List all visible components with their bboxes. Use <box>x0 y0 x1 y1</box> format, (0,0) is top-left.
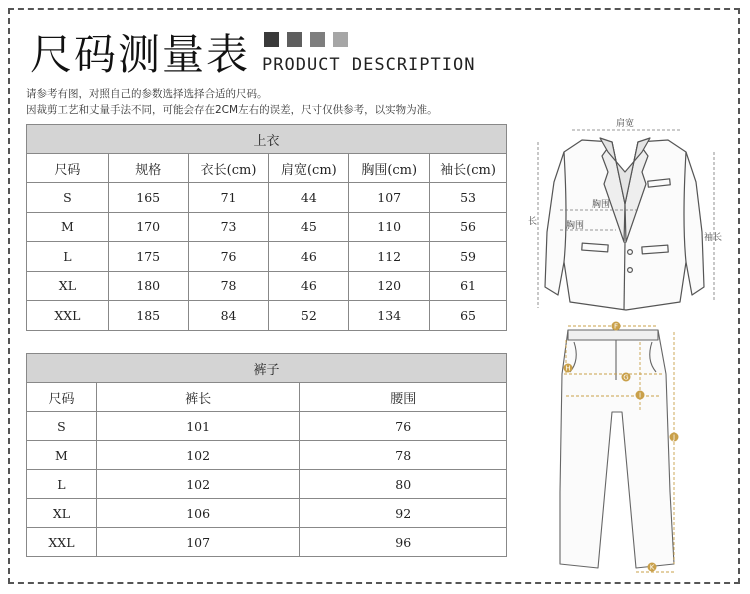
square-3 <box>310 32 325 47</box>
pants-cell: 96 <box>300 528 507 557</box>
square-1 <box>264 32 279 47</box>
jacket-cell: 56 <box>430 212 507 242</box>
pants-size-table <box>26 353 507 557</box>
garment-diagram <box>520 112 738 577</box>
pants-illustration <box>560 330 674 568</box>
jacket-cell: 76 <box>188 242 269 272</box>
table-row <box>27 499 507 528</box>
marker-k: K <box>649 563 655 572</box>
jacket-pocket-left <box>582 243 608 252</box>
jacket-cell: 46 <box>269 242 349 272</box>
pants-header-cell: 裤长 <box>96 383 300 412</box>
jacket-cell: 110 <box>349 212 430 242</box>
title-squares <box>264 32 348 47</box>
pants-cell: XL <box>27 499 97 528</box>
label-shoulder-width: 肩宽 <box>616 119 635 129</box>
jacket-header-cell: 尺码 <box>27 154 109 183</box>
marker-i: I <box>638 391 642 400</box>
jacket-cell: 134 <box>349 301 430 331</box>
pants-cell: 106 <box>96 499 300 528</box>
table-row <box>27 441 507 470</box>
jacket-header-cell: 衣长(cm) <box>188 154 269 183</box>
pants-cell: XXL <box>27 528 97 557</box>
jacket-cell: 46 <box>269 271 349 301</box>
pants-body <box>560 330 674 568</box>
jacket-cell: M <box>27 212 109 242</box>
jacket-cell: S <box>27 183 109 213</box>
table-row <box>27 470 507 499</box>
jacket-cell: 65 <box>430 301 507 331</box>
jacket-cell: XXL <box>27 301 109 331</box>
jacket-header-cell: 胸围(cm) <box>349 154 430 183</box>
table-row <box>27 412 507 441</box>
square-4 <box>333 32 348 47</box>
jacket-size-table <box>26 124 507 331</box>
jacket-cell: 112 <box>349 242 430 272</box>
table-row <box>27 271 507 301</box>
jacket-header-cell: 肩宽(cm) <box>269 154 349 183</box>
label-bust: 胸围 <box>566 221 585 231</box>
page-subtitle: PRODUCT DESCRIPTION <box>262 55 476 75</box>
pants-cell: 107 <box>96 528 300 557</box>
jacket-cell: 53 <box>430 183 507 213</box>
table-row <box>27 242 507 272</box>
marker-f: F <box>613 322 619 331</box>
table-row <box>27 528 507 557</box>
table-row <box>27 301 507 331</box>
jacket-cell: 73 <box>188 212 269 242</box>
jacket-cell: 59 <box>430 242 507 272</box>
label-sleeve-length: 袖长 <box>704 233 723 243</box>
jacket-cell: 71 <box>188 183 269 213</box>
jacket-header-cell: 袖长(cm) <box>430 154 507 183</box>
jacket-cell: 84 <box>188 301 269 331</box>
jacket-cell: 120 <box>349 271 430 301</box>
jacket-header-cell: 规格 <box>108 154 188 183</box>
jacket-cell: 44 <box>269 183 349 213</box>
pants-cell: M <box>27 441 97 470</box>
marker-j: J <box>672 433 676 442</box>
label-chest: 胸围 <box>592 200 611 210</box>
table-row <box>27 183 507 213</box>
pants-header-cell: 尺码 <box>27 383 97 412</box>
marker-h: H <box>565 364 571 373</box>
page-title: 尺码测量表 <box>30 30 251 79</box>
jacket-cell: 180 <box>108 271 188 301</box>
pants-cell: L <box>27 470 97 499</box>
pants-header-cell: 腰围 <box>300 383 507 412</box>
pants-waistband <box>568 330 658 340</box>
jacket-cell: XL <box>27 271 109 301</box>
notes <box>26 86 438 118</box>
jacket-cell: 175 <box>108 242 188 272</box>
note-line-2: 因裁剪工艺和丈量手法不同，可能会存在2CM左右的误差，尺寸仅供参考，以实物为准。 <box>26 104 438 116</box>
jacket-cell: 165 <box>108 183 188 213</box>
pants-cell: 76 <box>300 412 507 441</box>
table-row <box>27 212 507 242</box>
jacket-cell: 52 <box>269 301 349 331</box>
pants-cell: 92 <box>300 499 507 528</box>
square-2 <box>287 32 302 47</box>
pants-cell: 101 <box>96 412 300 441</box>
jacket-cell: 45 <box>269 212 349 242</box>
jacket-pocket-right <box>642 245 668 254</box>
note-line-1: 请参考有图，对照自己的参数选择选择合适的尺码。 <box>26 88 268 100</box>
pants-cell: 80 <box>300 470 507 499</box>
jacket-button-2 <box>628 268 633 273</box>
jacket-cell: 61 <box>430 271 507 301</box>
pants-caption: 裤子 <box>27 354 507 383</box>
marker-g: G <box>623 373 629 382</box>
jacket-cell: 170 <box>108 212 188 242</box>
jacket-caption: 上衣 <box>27 125 507 154</box>
label-length: 长 <box>528 217 538 227</box>
jacket-cell: 185 <box>108 301 188 331</box>
jacket-cell: L <box>27 242 109 272</box>
jacket-cell: 107 <box>349 183 430 213</box>
pants-cell: 78 <box>300 441 507 470</box>
pants-cell: S <box>27 412 97 441</box>
jacket-button-1 <box>628 250 633 255</box>
pants-cell: 102 <box>96 441 300 470</box>
pants-cell: 102 <box>96 470 300 499</box>
jacket-cell: 78 <box>188 271 269 301</box>
